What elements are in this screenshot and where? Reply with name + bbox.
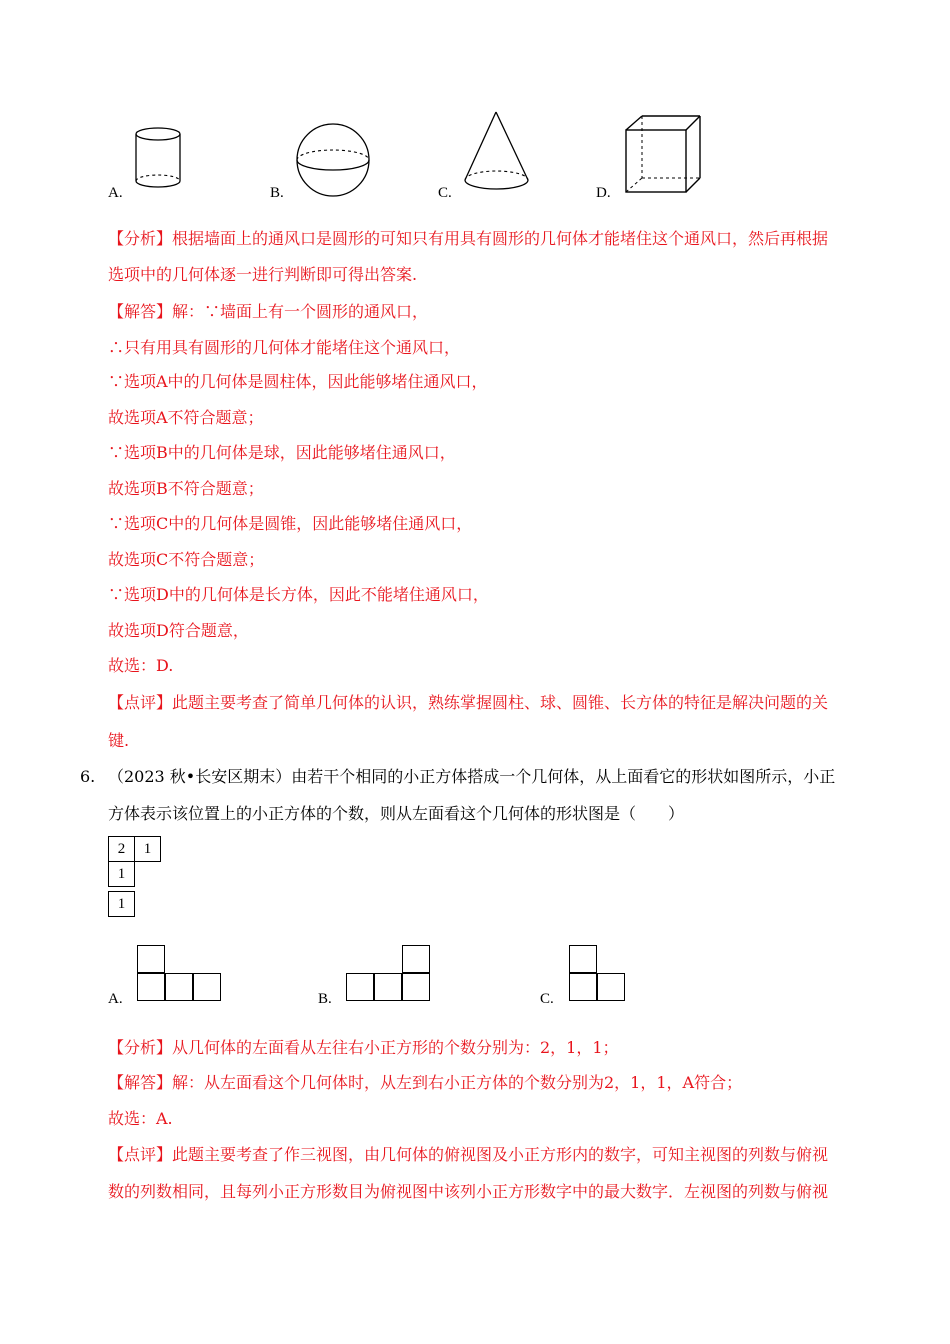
q5-solution-line-5: ∵选项B中的几何体是球，因此能够堵住通风口，	[108, 443, 456, 462]
sphere-icon	[293, 122, 373, 202]
square-icon	[569, 973, 597, 1001]
q5-option-b-label: B.	[270, 185, 284, 201]
q5-solution-line-4: 故选项A不符合题意；	[108, 408, 264, 427]
square-icon	[137, 945, 165, 973]
q6-number: 6.	[80, 767, 96, 786]
q6-option-c-label: C.	[540, 991, 554, 1007]
cone-icon	[462, 110, 534, 200]
q5-comment-line-2: 键.	[108, 731, 130, 750]
q5-option-d-label: D.	[596, 185, 611, 201]
q5-option-a-label: A.	[108, 185, 123, 201]
square-icon	[597, 973, 625, 1001]
square-icon	[374, 973, 402, 1001]
q6-comment-line-2: 数的列数相同，且每列小正方形数目为俯视图中该列小正方形数字中的最大数字．左视图的列数与俯视	[108, 1182, 829, 1201]
q5-solution-line-6: 故选项B不符合题意；	[108, 479, 264, 498]
q6-stem-line-2: 方体表示该位置上的小正方体的个数，则从左面看这个几何体的形状图是（ ）	[108, 804, 685, 823]
q6-stem-line-1: （2023 秋•长安区期末）由若干个相同的小正方体搭成一个几何体，从上面看它的形状如图所示，小正	[108, 767, 836, 786]
grid-cell: 1	[108, 891, 135, 917]
square-icon	[137, 973, 165, 1001]
square-icon	[165, 973, 193, 1001]
q5-solution-line-8: 故选项C不符合题意；	[108, 550, 265, 569]
q6-analysis: 【分析】从几何体的左面看从左往右小正方形的个数分别为：2，1，1；	[108, 1038, 619, 1057]
q5-solution-line-7: ∵选项C中的几何体是圆锥，因此能够堵住通风口，	[108, 514, 473, 533]
grid-cell: 1	[108, 861, 135, 887]
square-icon	[193, 973, 221, 1001]
q5-analysis-line-1: 【分析】根据墙面上的通风口是圆形的可知只有用具有圆形的几何体才能堵住这个通风口，然后再根据	[108, 229, 829, 248]
square-icon	[569, 945, 597, 973]
q5-solution-line-9: ∵选项D中的几何体是长方体，因此不能堵住通风口，	[108, 585, 489, 604]
q5-solution-line-2: ∴只有用具有圆形的几何体才能堵住这个通风口，	[108, 338, 461, 357]
q5-solution-line-10: 故选项D符合题意，	[108, 621, 249, 640]
cube-icon	[620, 112, 708, 202]
q5-solution-line-3: ∵选项A中的几何体是圆柱体，因此能够堵住通风口，	[108, 372, 488, 391]
square-icon	[346, 973, 374, 1001]
q6-option-b-label: B.	[318, 991, 332, 1007]
grid-cell: 2	[108, 836, 135, 862]
square-icon	[402, 945, 430, 973]
q6-comment-line-1: 【点评】此题主要考查了作三视图，由几何体的俯视图及小正方形内的数字，可知主视图的列数与俯视	[108, 1145, 829, 1164]
cylinder-icon	[130, 125, 190, 195]
q6-answer: 故选：A.	[108, 1109, 173, 1128]
q6-option-a-label: A.	[108, 991, 123, 1007]
q5-solution-line-1: 【解答】解：∵墙面上有一个圆形的通风口，	[108, 302, 429, 321]
grid-cell: 1	[134, 836, 161, 862]
q5-comment-line-1: 【点评】此题主要考查了简单几何体的认识，熟练掌握圆柱、球、圆锥、长方体的特征是解决问题的关	[108, 693, 829, 712]
q6-solution: 【解答】解：从左面看这个几何体时，从左到右小正方体的个数分别为2，1，1，A符合；	[108, 1073, 743, 1092]
q5-option-c-label: C.	[438, 185, 452, 201]
square-icon	[402, 973, 430, 1001]
q5-answer: 故选：D.	[108, 656, 174, 675]
q5-analysis-line-2: 选项中的几何体逐一进行判断即可得出答案.	[108, 265, 418, 284]
